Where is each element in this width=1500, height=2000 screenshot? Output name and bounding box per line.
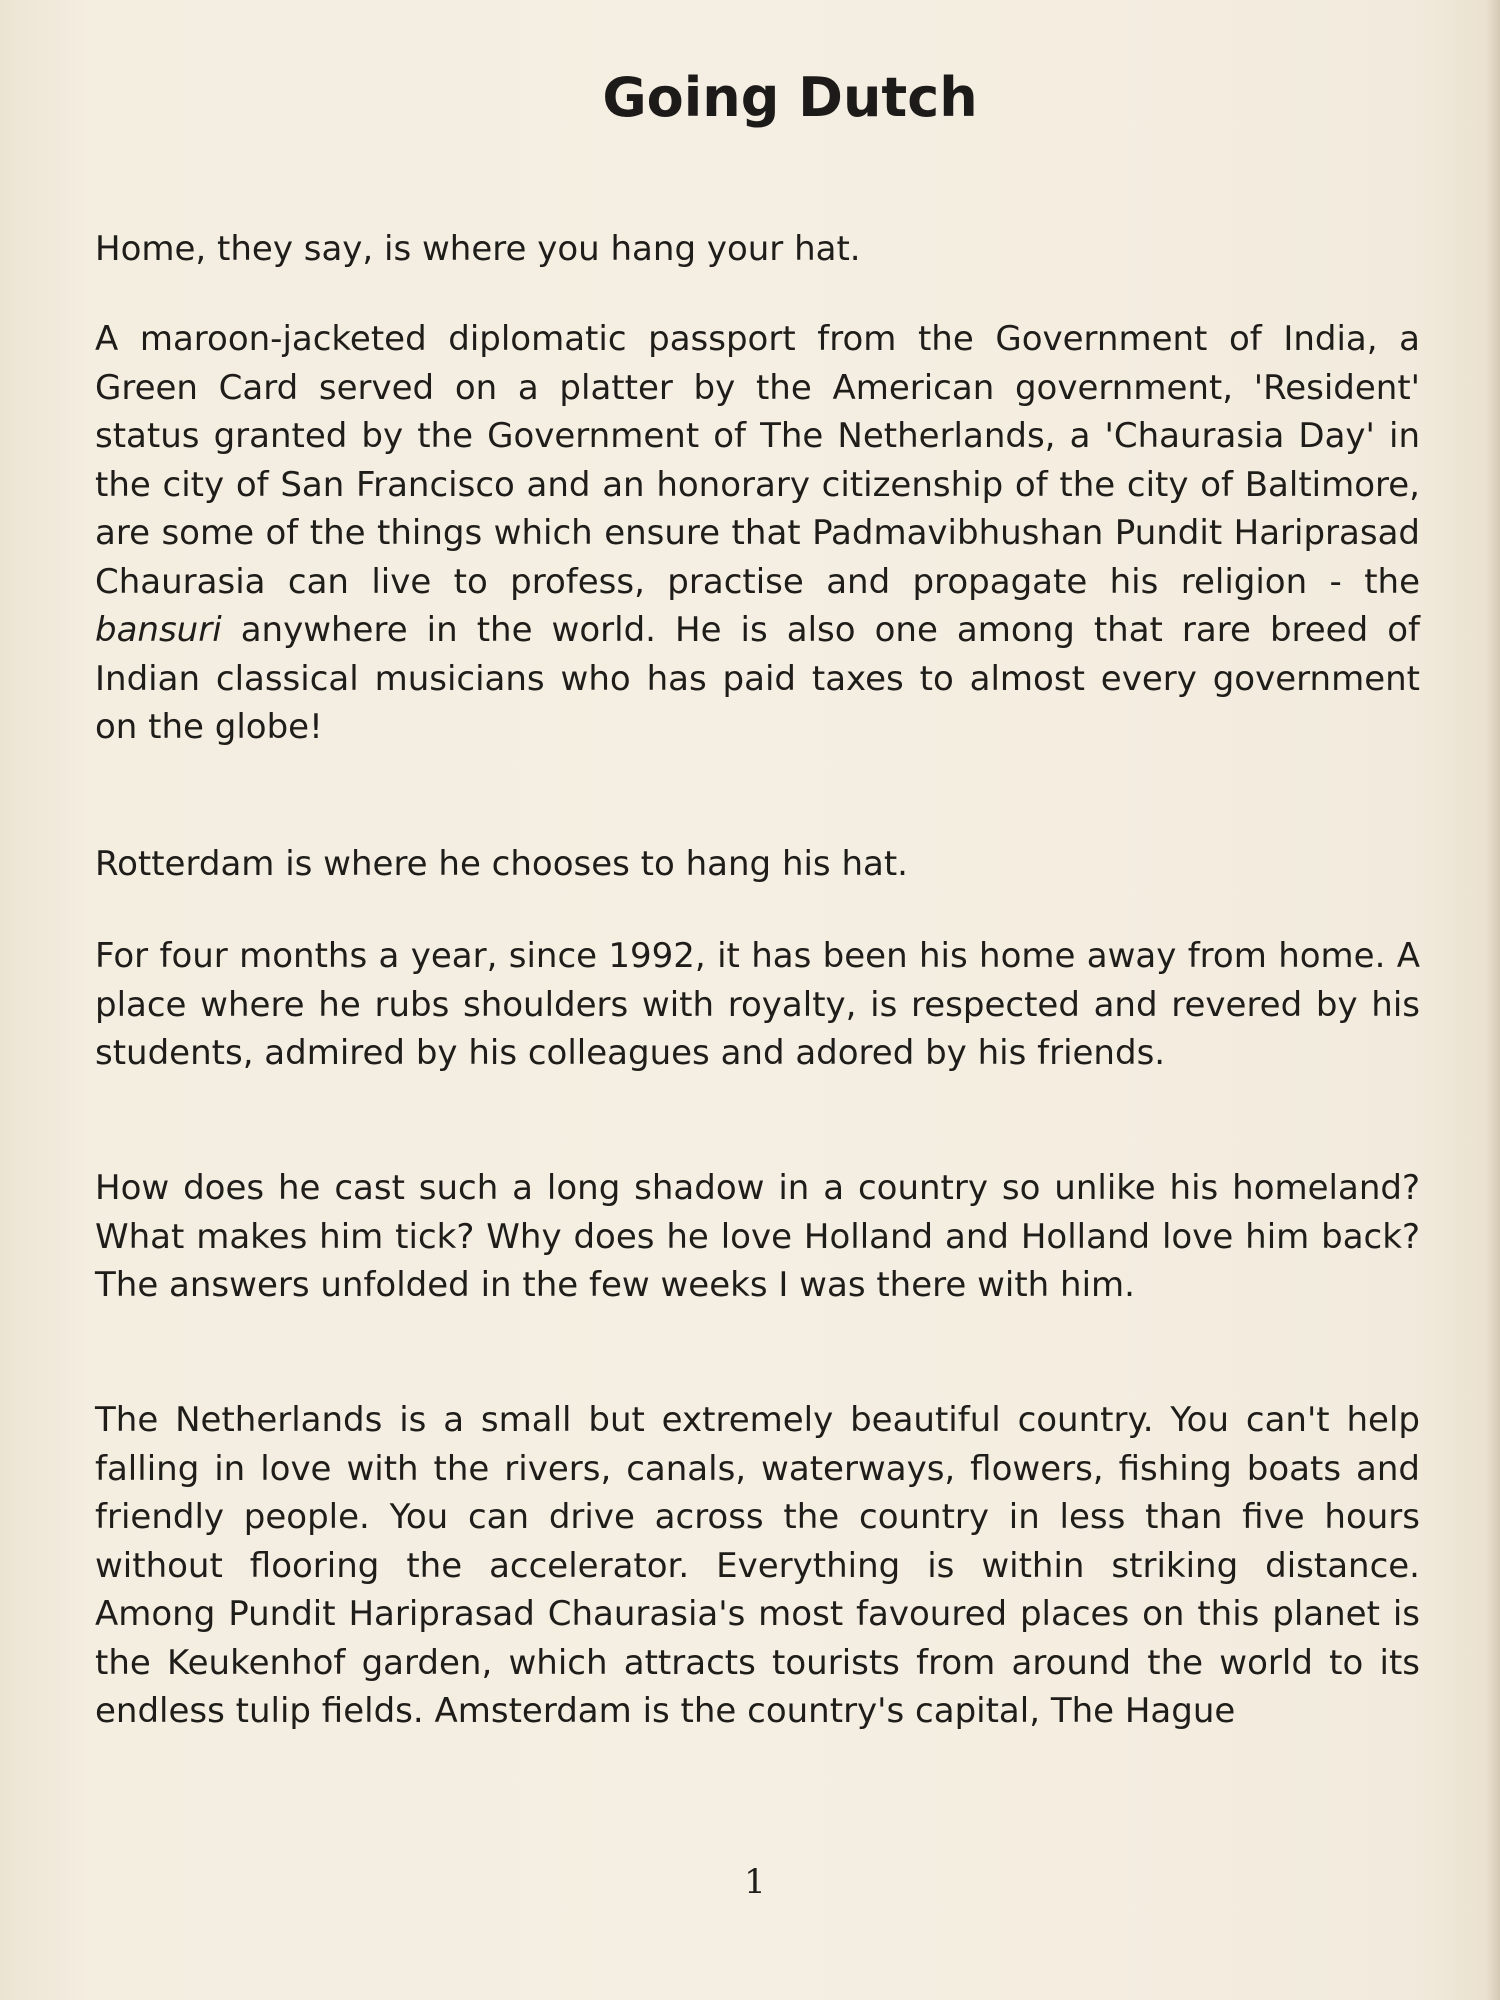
paragraph-5: How does he cast such a long shadow in a country so unlike his homeland? What makes him tick? Why does he love Holland and Holland love him back? The answers unfolded in the few weeks I was there with him.: [95, 1168, 1420, 1305]
paragraph-3: Rotterdam is where he chooses to hang his hat.: [95, 844, 908, 884]
paragraph-2-text-end: anywhere in the world. He is also one among that rare breed of Indian classical musicians who has paid taxes to almost every government on the globe!: [95, 610, 1420, 747]
page-number: 1: [744, 1862, 766, 1902]
paragraph-1: Home, they say, is where you hang your hat.: [95, 229, 861, 269]
paragraph-6: The Netherlands is a small but extremely beautiful country. You can't help falling in love with the rivers, canals, waterways, flowers, fishing boats and friendly people. You can drive across the country in less than five hours without flooring the accelerator. Everything is within striking distance. Among Pundit Hariprasad Chaurasia's most favoured places on this planet is the Keukenhof garden, which attracts tourists from around the world to its endless tulip fields. Amsterdam is the country's capital, The Hague: [95, 1400, 1420, 1731]
paragraph-4: For four months a year, since 1992, it has been his home away from home. A place where he rubs shoulders with royalty, is respected and revered by his students, admired by his colleagues and adored by his friends.: [95, 936, 1420, 1073]
page-edge-shadow: [1486, 0, 1500, 2000]
chapter-title: Going Dutch: [602, 66, 978, 129]
paragraph-2: [95, 315, 1420, 752]
paragraph-2-text-start: A maroon-jacketed diplomatic passport from the Government of India, a Green Card served on a platter by the American government, 'Resident' status granted by the Government of The Netherlands, a 'Chaurasia Day' in the city of San Francisco and an honorary citizenship of the city of Baltimore, are some of the things which ensure that Padmavibhushan Pundit Hariprasad Chaurasia can live to profess, practise and propagate his religion - the: [95, 319, 1420, 602]
bansuri-italic: bansuri: [95, 610, 222, 650]
